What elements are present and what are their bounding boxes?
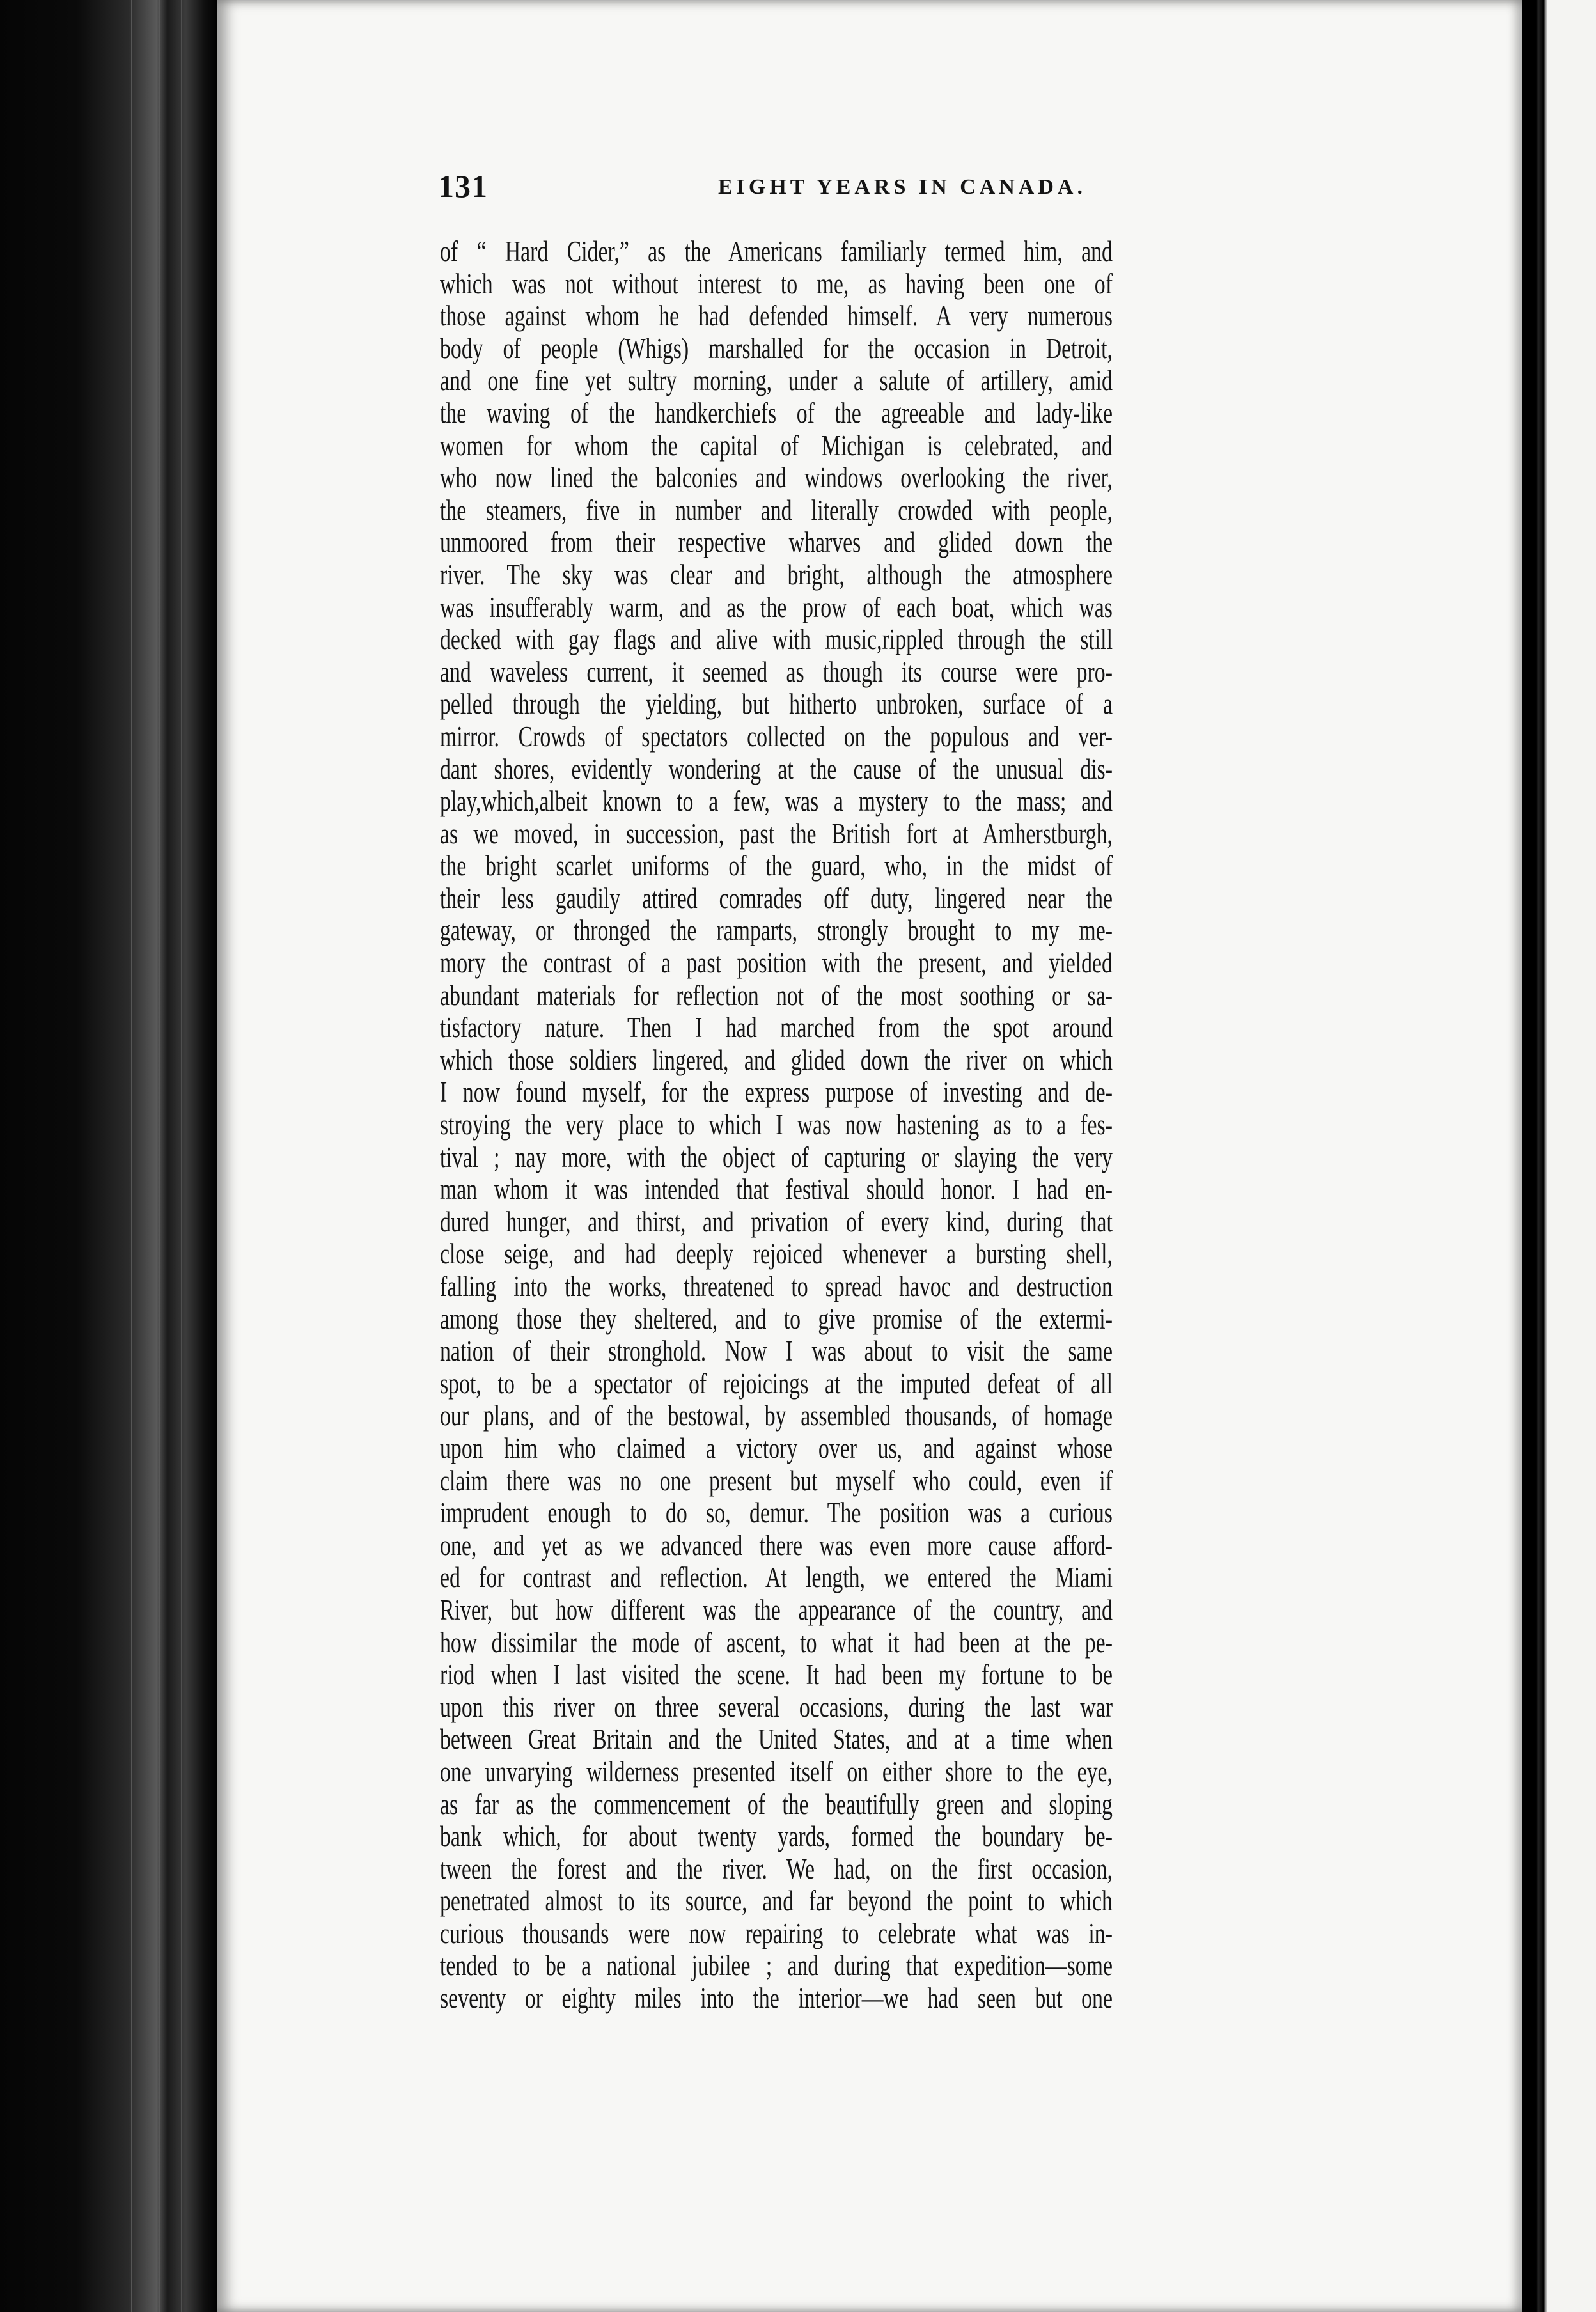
text-line: among those they sheltered, and to give promise of the extermi- <box>440 1302 1113 1335</box>
text-line: which was not without interest to me, as having been one of <box>440 267 1113 300</box>
text-line: river. The sky was clear and bright, although the atmosphere <box>440 558 1113 591</box>
text-line: stroying the very place to which I was now hastening as to a fes- <box>440 1109 1113 1141</box>
text-line: those against whom he had defended himself. A very numerous <box>440 300 1113 332</box>
text-line: our plans, and of the bestowal, by assembled thousands, of homage <box>440 1400 1113 1432</box>
text-line: upon him who claimed a victory over us, and against whose <box>440 1432 1113 1464</box>
adjacent-page-edge <box>1522 0 1596 2312</box>
text-line: as we moved, in succession, past the British fort at Amherstburgh, <box>440 817 1113 850</box>
text-line: nation of their stronghold. Now I was about to visit the same <box>440 1335 1113 1368</box>
text-line: ed for contrast and reflection. At length, we entered the Miami <box>440 1561 1113 1594</box>
text-line: body of people (Whigs) marshalled for the occasion in Detroit, <box>440 332 1113 364</box>
text-line: their less gaudily attired comrades off duty, lingered near the <box>440 882 1113 914</box>
text-line: as far as the commencement of the beautifully green and sloping <box>440 1788 1113 1820</box>
text-line: unmoored from their respective wharves and glided down the <box>440 526 1113 559</box>
text-line: tended to be a national jubilee ; and during that expedition—some <box>440 1949 1113 1982</box>
text-line: decked with gay flags and alive with music,rippled through the still <box>440 623 1113 656</box>
text-line: one unvarying wilderness presented itself on either shore to the eye, <box>440 1755 1113 1788</box>
text-line: claim there was no one present but myself who could, even if <box>440 1464 1113 1497</box>
text-line: tween the forest and the river. We had, on the first occasion, <box>440 1852 1113 1885</box>
text-line: women for whom the capital of Michigan is celebrated, and <box>440 429 1113 462</box>
text-line: which those soldiers lingered, and glided down the river on which <box>440 1043 1113 1076</box>
page-header <box>438 168 1121 212</box>
text-line: bank which, for about twenty yards, formed the boundary be- <box>440 1820 1113 1853</box>
text-line: penetrated almost to its source, and far beyond the point to which <box>440 1885 1113 1918</box>
text-line: I now found myself, for the express purpose of investing and de- <box>440 1076 1113 1109</box>
text-line: and one fine yet sultry morning, under a salute of artillery, amid <box>440 364 1113 397</box>
text-line: play,which,albeit known to a few, was a mystery to the mass; and <box>440 785 1113 818</box>
text-line: the bright scarlet uniforms of the guard, who, in the midst of <box>440 850 1113 882</box>
text-line: upon this river on three several occasions, during the last war <box>440 1691 1113 1723</box>
text-line: falling into the works, threatened to spread havoc and destruction <box>440 1270 1113 1302</box>
book-binding-gutter <box>0 0 217 2312</box>
text-line: mirror. Crowds of spectators collected on the populous and ver- <box>440 720 1113 753</box>
text-line: and waveless current, it seemed as though its course were pro- <box>440 655 1113 688</box>
text-line: mory the contrast of a past position with the present, and yielded <box>440 947 1113 980</box>
text-line: close seige, and had deeply rejoiced whenever a bursting shell, <box>440 1238 1113 1270</box>
text-line: who now lined the balconies and windows overlooking the river, <box>440 462 1113 494</box>
text-line: riod when I last visited the scene. It had been my fortune to be <box>440 1659 1113 1691</box>
text-line: one, and yet as we advanced there was even more cause afford- <box>440 1529 1113 1561</box>
text-line: pelled through the yielding, but hitherto unbroken, surface of a <box>440 688 1113 721</box>
page-number: 131 <box>438 168 488 204</box>
text-line: River, but how different was the appearance of the country, and <box>440 1593 1113 1626</box>
text-line: tival ; nay more, with the object of capturing or slaying the very <box>440 1141 1113 1173</box>
body-text <box>440 235 1113 2015</box>
text-line: curious thousands were now repairing to celebrate what was in- <box>440 1917 1113 1949</box>
text-line: spot, to be a spectator of rejoicings at the imputed defeat of all <box>440 1367 1113 1400</box>
text-line: man whom it was intended that festival should honor. I had en- <box>440 1173 1113 1206</box>
text-line: dant shores, evidently wondering at the cause of the unusual dis- <box>440 753 1113 785</box>
text-line: seventy or eighty miles into the interior—we had seen but one <box>440 1982 1113 2015</box>
text-line: the steamers, five in number and literally crowded with people, <box>440 494 1113 526</box>
text-line: gateway, or thronged the ramparts, strongly brought to my me- <box>440 914 1113 947</box>
text-line: the waving of the handkerchiefs of the agreeable and lady-like <box>440 396 1113 429</box>
text-line: abundant materials for reflection not of the most soothing or sa- <box>440 979 1113 1012</box>
text-line: imprudent enough to do so, demur. The position was a curious <box>440 1497 1113 1529</box>
text-line: of “ Hard Cider,” as the Americans familiarly termed him, and <box>440 235 1113 267</box>
text-line: between Great Britain and the United States, and at a time when <box>440 1723 1113 1756</box>
text-line: was insufferably warm, and as the prow of each boat, which was <box>440 591 1113 623</box>
running-title: EIGHT YEARS IN CANADA. <box>718 175 1086 199</box>
text-line: how dissimilar the mode of ascent, to what it had been at the pe- <box>440 1626 1113 1659</box>
text-line: dured hunger, and thirst, and privation of every kind, during that <box>440 1205 1113 1238</box>
text-line: tisfactory nature. Then I had marched from the spot around <box>440 1012 1113 1044</box>
